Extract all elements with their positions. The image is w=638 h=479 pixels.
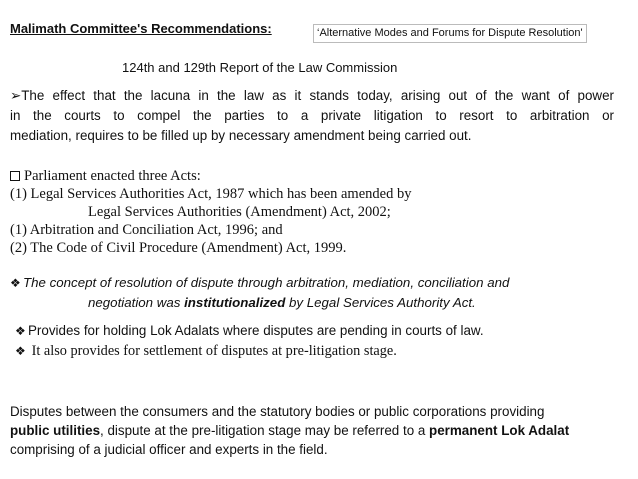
acts-item-3: (2) The Code of Civil Procedure (Amendment) Act, 1999. — [10, 240, 347, 256]
effect-line-2: in the courts to compel the parties to a private litigation to resort to arbitration or — [10, 108, 614, 123]
provision-item-1 — [15, 323, 484, 338]
disputes-paragraph — [10, 402, 569, 459]
subtitle-box: ‘Alternative Modes and Forums for Dispute Resolution' — [313, 24, 587, 43]
concept-bold-term: institutionalized — [184, 295, 286, 310]
effect-line-3: mediation, requires to be filled up by necessary amendment being carried out. — [10, 128, 472, 143]
concept-line-2 — [88, 295, 476, 310]
permanent-lok-adalat-term: permanent Lok Adalat — [429, 423, 570, 438]
effect-line-1 — [10, 86, 614, 106]
concept-line-1-text: The concept of resolution of dispute through arbitration, mediation, conciliation and — [23, 275, 510, 290]
effect-paragraph — [10, 86, 614, 146]
public-utilities-term: public utilities — [10, 423, 101, 438]
diamond-bullet-icon: ❖ — [10, 276, 21, 290]
diamond-bullet-icon: ❖ — [15, 344, 26, 358]
disputes-line-2 — [10, 421, 569, 440]
acts-intro — [10, 167, 201, 185]
concept-line-1 — [10, 275, 509, 290]
disputes-line-1: Disputes between the consumers and the statutory bodies or public corporations providing — [10, 404, 545, 419]
provision-item-1-text: Provides for holding Lok Adalats where disputes are pending in courts of law. — [28, 323, 484, 338]
acts-item-2: (1) Arbitration and Conciliation Act, 1996; and — [10, 222, 283, 238]
acts-item-1: (1) Legal Services Authorities Act, 1987 which has been amended by — [10, 186, 412, 202]
diamond-bullet-icon: ❖ — [15, 324, 26, 338]
report-line: 124th and 129th Report of the Law Commission — [122, 60, 398, 75]
provision-item-2-text: It also provides for settlement of disputes at pre-litigation stage. — [28, 343, 397, 359]
slide-heading: Malimath Committee's Recommendations: — [10, 21, 272, 36]
arrow-bullet-icon: ➢ — [10, 88, 22, 103]
acts-intro-text: Parliament enacted three Acts: — [24, 168, 201, 184]
provision-item-2 — [15, 343, 397, 360]
checkbox-bullet-icon — [10, 171, 20, 181]
concept-line-2-suffix: by Legal Services Authority Act. — [285, 295, 476, 310]
disputes-line-2-mid: , dispute at the pre-litigation stage may be referred to a — [100, 423, 430, 438]
acts-item-1-sub: Legal Services Authorities (Amendment) Act, 2002; — [88, 204, 391, 220]
effect-line-1-text: The effect that the lacuna in the law as it stands today, arising out of the want of power — [21, 88, 614, 103]
disputes-line-3: comprising of a judicial officer and experts in the field. — [10, 442, 328, 457]
concept-line-2-prefix: negotiation was — [88, 295, 185, 310]
